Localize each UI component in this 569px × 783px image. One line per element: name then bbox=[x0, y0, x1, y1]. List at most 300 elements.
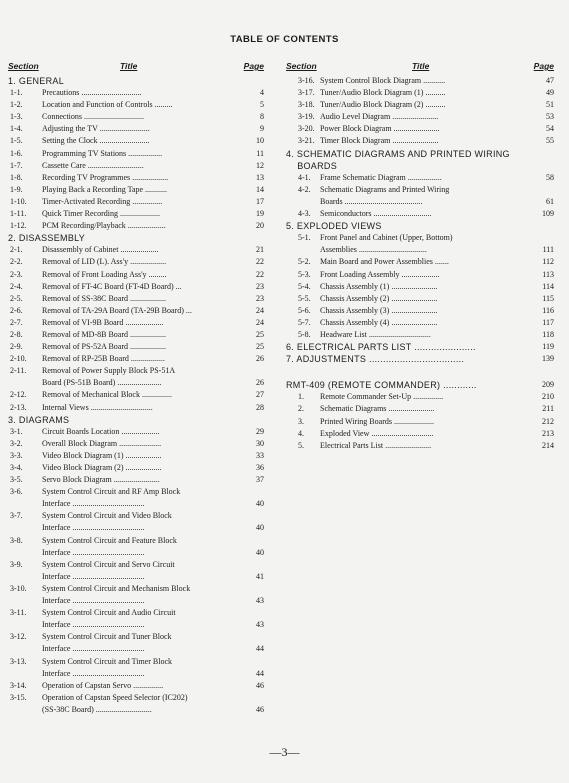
toc-section-heading bbox=[286, 220, 554, 232]
entry-number: 3-7. bbox=[10, 511, 23, 521]
toc-entry bbox=[286, 256, 554, 268]
page-header: Page bbox=[533, 61, 554, 71]
page-ref: 46 bbox=[256, 704, 264, 714]
toc-section-heading bbox=[286, 341, 554, 353]
entry-title: Schematic Diagrams and Printed Wiring bbox=[320, 184, 450, 194]
toc-entry bbox=[8, 353, 268, 365]
toc-entry bbox=[8, 704, 268, 716]
page-ref: 44 bbox=[256, 668, 264, 678]
entry-title: Power Block Diagram ....................... bbox=[320, 124, 440, 134]
toc-entry bbox=[8, 148, 268, 160]
page-ref: 23 bbox=[256, 281, 264, 291]
page-ref: 28 bbox=[256, 402, 264, 412]
title-header: Title bbox=[412, 61, 430, 71]
page-ref: 12 bbox=[256, 160, 264, 170]
toc-entry bbox=[286, 232, 554, 244]
entry-title: Tuner/Audio Block Diagram (1) .......... bbox=[320, 88, 446, 98]
toc-entry bbox=[286, 281, 554, 293]
entry-number: 2-8. bbox=[10, 329, 23, 339]
page-ref: 25 bbox=[256, 329, 264, 339]
toc-entry bbox=[8, 462, 268, 474]
entry-title: Adjusting the TV ......................... bbox=[42, 124, 150, 134]
toc-entry bbox=[286, 293, 554, 305]
page-ref: 139 bbox=[542, 354, 554, 364]
page-ref: 118 bbox=[542, 329, 554, 339]
entry-title: (SS-38C Board) ............................ bbox=[42, 704, 152, 714]
entry-number: 3-2. bbox=[10, 438, 23, 448]
page-ref: 44 bbox=[256, 644, 264, 654]
entry-title: Removal of FT-4C Board (FT-4D Board) ... bbox=[42, 281, 182, 291]
entry-number: 5-7. bbox=[298, 317, 311, 327]
entry-title: System Control Circuit and Tuner Block bbox=[42, 632, 172, 642]
toc-entry bbox=[286, 329, 554, 341]
entry-number: 2-2. bbox=[10, 257, 23, 267]
entry-title: Removal of Front Loading Ass'y ......... bbox=[42, 269, 167, 279]
entry-title: Interface .................................... bbox=[42, 644, 145, 654]
entry-title: Setting the Clock ......................... bbox=[42, 136, 150, 146]
page-ref: 111 bbox=[542, 245, 554, 255]
entry-number: 2-9. bbox=[10, 342, 23, 352]
page-ref: 40 bbox=[256, 499, 264, 509]
toc-entry bbox=[286, 123, 554, 135]
entry-number: 5-3. bbox=[298, 269, 311, 279]
page-ref: 47 bbox=[546, 76, 554, 85]
entry-number: 3-10. bbox=[10, 583, 27, 593]
toc-entry bbox=[8, 341, 268, 353]
page-ref: 22 bbox=[256, 269, 264, 279]
toc-entry bbox=[8, 547, 268, 559]
entry-title: Interface .................................... bbox=[42, 523, 145, 533]
entry-number: 1-8. bbox=[10, 172, 23, 182]
section-title: 1. GENERAL bbox=[8, 76, 65, 86]
toc-section-heading bbox=[286, 160, 554, 172]
page-ref: 109 bbox=[542, 209, 554, 219]
entry-number: 5-5. bbox=[298, 293, 311, 303]
toc-entry bbox=[8, 184, 268, 196]
entry-number: 4. bbox=[298, 428, 304, 438]
entry-title: Interface .................................... bbox=[42, 620, 145, 630]
page-ref: 213 bbox=[542, 428, 554, 438]
toc-left-column bbox=[8, 61, 268, 716]
toc-entry bbox=[8, 643, 268, 655]
toc-entry bbox=[8, 160, 268, 172]
page-ref: 58 bbox=[546, 172, 554, 182]
entry-number: 1-11. bbox=[10, 209, 27, 219]
section-title: 7. ADJUSTMENTS .................................. bbox=[286, 354, 465, 365]
entry-title: Removal of PS-52A Board .................. bbox=[42, 342, 166, 352]
entry-number: 4-1. bbox=[298, 172, 311, 182]
toc-entry bbox=[8, 329, 268, 341]
entry-number: 5-2. bbox=[298, 257, 311, 267]
entry-title: Headware List ............................... bbox=[320, 329, 431, 339]
toc-entry bbox=[8, 656, 268, 668]
page-ref: 116 bbox=[542, 305, 554, 315]
entry-number: 2-13. bbox=[10, 402, 27, 412]
section-header: Section bbox=[286, 61, 317, 71]
section-title: RMT-409 (REMOTE COMMANDER) ............ bbox=[286, 380, 477, 391]
entry-number: 1-6. bbox=[10, 148, 23, 158]
column-header bbox=[286, 61, 554, 73]
entry-number: 3-9. bbox=[10, 559, 23, 569]
entry-number: 2-12. bbox=[10, 390, 27, 400]
toc-entry bbox=[286, 305, 554, 317]
page-ref: 37 bbox=[256, 475, 264, 485]
entry-number: 2-11. bbox=[10, 366, 27, 376]
toc-entry bbox=[286, 269, 554, 281]
toc-section-heading bbox=[286, 148, 554, 160]
toc-entry bbox=[286, 135, 554, 147]
entry-title: Internal Views ............................... bbox=[42, 402, 153, 412]
entry-title: Removal of MD-8B Board .................. bbox=[42, 329, 166, 339]
entry-number: 3-15. bbox=[10, 692, 27, 702]
entry-title: Removal of VI-9B Board ................... bbox=[42, 317, 164, 327]
entry-title: Operation of Capstan Servo ............... bbox=[42, 680, 164, 690]
entry-number: 2. bbox=[298, 404, 304, 414]
entry-number: 1-4. bbox=[10, 124, 23, 134]
toc-entry bbox=[8, 631, 268, 643]
entry-title: Main Board and Power Assemblies ....... bbox=[320, 257, 449, 267]
entry-number: 5-4. bbox=[298, 281, 311, 291]
entry-title: Assemblies .................................. bbox=[320, 245, 427, 255]
entry-title: Programming TV Stations ................. bbox=[42, 148, 163, 158]
entry-title: Removal of TA-29A Board (TA-29B Board) ... bbox=[42, 305, 192, 315]
entry-title: Exploded View ............................... bbox=[320, 428, 434, 438]
page-ref: 19 bbox=[256, 209, 264, 219]
entry-title: Chassis Assembly (4) ....................... bbox=[320, 317, 438, 327]
entry-title: Interface .................................... bbox=[42, 668, 145, 678]
entry-number: 3-16. bbox=[298, 76, 315, 85]
entry-title: Interface .................................... bbox=[42, 547, 145, 557]
entry-number: 1-2. bbox=[10, 100, 23, 110]
entry-title: Removal of LID (L). Ass'y .................. bbox=[42, 257, 167, 267]
entry-number: 3-20. bbox=[298, 124, 315, 134]
entry-number: 3-14. bbox=[10, 680, 27, 690]
entry-title: Circuit Boards Location ................... bbox=[42, 426, 160, 436]
page-ref: 30 bbox=[256, 438, 264, 448]
toc-entry bbox=[286, 196, 554, 208]
entry-title: Servo Block Diagram ....................... bbox=[42, 475, 160, 485]
toc-entry bbox=[286, 391, 554, 403]
entry-number: 3-5. bbox=[10, 475, 23, 485]
entry-number: 3-19. bbox=[298, 112, 315, 122]
toc-entry bbox=[8, 111, 268, 123]
section-title: BOARDS bbox=[286, 160, 338, 171]
toc-entry bbox=[286, 111, 554, 123]
entry-title: Chassis Assembly (2) ....................... bbox=[320, 293, 438, 303]
column-header bbox=[8, 61, 268, 73]
entry-number: 3-13. bbox=[10, 656, 27, 666]
entry-number: 5. bbox=[298, 440, 304, 450]
page-ref: 24 bbox=[256, 317, 264, 327]
toc-entry bbox=[8, 607, 268, 619]
toc-section-heading bbox=[8, 75, 268, 87]
title-header: Title bbox=[120, 61, 138, 71]
entry-title: Cassette Care ............................ bbox=[42, 160, 144, 170]
entry-title: Remote Commander Set-Up ............... bbox=[320, 392, 444, 402]
section-title: 6. ELECTRICAL PARTS LIST ...................... bbox=[286, 342, 476, 353]
entry-number: 3-12. bbox=[10, 632, 27, 642]
toc-entry bbox=[8, 692, 268, 704]
page-ref: 113 bbox=[542, 269, 554, 279]
toc-entry bbox=[286, 317, 554, 329]
toc-entry bbox=[8, 87, 268, 99]
toc-entry bbox=[286, 428, 554, 440]
entry-title: Interface .................................... bbox=[42, 596, 145, 606]
entry-title: Operation of Capstan Speed Selector (IC202) bbox=[42, 692, 188, 702]
entry-title: PCM Recording/Playback ................... bbox=[42, 221, 166, 231]
page-ref: 51 bbox=[546, 100, 554, 110]
toc-entry bbox=[8, 535, 268, 547]
toc-section-heading bbox=[8, 414, 268, 426]
page-ref: 25 bbox=[256, 342, 264, 352]
page-ref: 43 bbox=[256, 620, 264, 630]
page-title: TABLE OF CONTENTS bbox=[230, 34, 339, 45]
entry-title: Removal of SS-38C Board .................. bbox=[42, 293, 166, 303]
page-ref: 10 bbox=[256, 136, 264, 146]
page-ref: 41 bbox=[256, 571, 264, 581]
page-ref: 112 bbox=[542, 257, 554, 267]
page-ref: 117 bbox=[542, 317, 554, 327]
entry-title: Audio Level Diagram ....................... bbox=[320, 112, 439, 122]
entry-number: 1-5. bbox=[10, 136, 23, 146]
page-ref: 22 bbox=[256, 257, 264, 267]
toc-entry bbox=[286, 208, 554, 220]
toc-entry bbox=[286, 184, 554, 196]
toc-entry bbox=[286, 172, 554, 184]
toc-entry bbox=[286, 75, 554, 87]
page-ref: 55 bbox=[546, 136, 554, 146]
page-ref: 27 bbox=[256, 390, 264, 400]
entry-number: 2-7. bbox=[10, 317, 23, 327]
page-ref: 211 bbox=[542, 404, 554, 414]
entry-title: Boards ....................................... bbox=[320, 196, 423, 206]
toc-entry bbox=[8, 668, 268, 680]
entry-title: Front Loading Assembly ................... bbox=[320, 269, 440, 279]
entry-number: 5-6. bbox=[298, 305, 311, 315]
entry-number: 4-3. bbox=[298, 209, 311, 219]
entry-title: Removal of Power Supply Block PS-51A bbox=[42, 366, 176, 376]
page-ref: 33 bbox=[256, 450, 264, 460]
section-title: 3. DIAGRAMS bbox=[8, 414, 70, 425]
entry-title: Removal of Mechanical Block ............... bbox=[42, 390, 172, 400]
entry-number: 3-3. bbox=[10, 450, 23, 460]
entry-title: Timer Block Diagram ....................... bbox=[320, 136, 439, 146]
toc-entry bbox=[286, 416, 554, 428]
page-header: Page bbox=[243, 61, 264, 71]
toc-entry bbox=[8, 172, 268, 184]
toc-entry bbox=[8, 377, 268, 389]
toc-entry bbox=[8, 293, 268, 305]
page-ref: 14 bbox=[256, 184, 264, 194]
toc-entry bbox=[8, 680, 268, 692]
toc-entry bbox=[8, 498, 268, 510]
page-ref: 53 bbox=[546, 112, 554, 122]
entry-number: 2-1. bbox=[10, 245, 23, 255]
page-ref: 9 bbox=[260, 124, 264, 134]
toc-entry bbox=[286, 87, 554, 99]
entry-title: Overall Block Diagram ..................... bbox=[42, 438, 162, 448]
entry-title: Location and Function of Controls ......... bbox=[42, 100, 173, 110]
entry-number: 1-7. bbox=[10, 160, 23, 170]
toc-entry bbox=[8, 522, 268, 534]
page-ref: 115 bbox=[542, 293, 554, 303]
page-ref: 26 bbox=[256, 378, 264, 388]
page-ref: 119 bbox=[542, 342, 554, 352]
page-ref: 43 bbox=[256, 596, 264, 606]
entry-number: 5-8. bbox=[298, 329, 311, 339]
entry-title: Semiconductors ............................. bbox=[320, 209, 432, 219]
toc-entry bbox=[8, 474, 268, 486]
section-title: 5. EXPLODED VIEWS bbox=[286, 221, 382, 232]
entry-number: 2-4. bbox=[10, 281, 23, 291]
toc-entry bbox=[8, 559, 268, 571]
toc-entry bbox=[286, 244, 554, 256]
entry-title: Schematic Diagrams ....................... bbox=[320, 404, 435, 414]
entry-title: Playing Back a Recording Tape ........... bbox=[42, 184, 168, 194]
entry-title: Chassis Assembly (1) ....................... bbox=[320, 281, 438, 291]
page-ref: 214 bbox=[542, 440, 554, 450]
toc-entry bbox=[8, 571, 268, 583]
toc-entry bbox=[8, 486, 268, 498]
entry-number: 2-3. bbox=[10, 269, 23, 279]
toc-entry bbox=[8, 426, 268, 438]
entry-number: 3-6. bbox=[10, 487, 23, 497]
toc-entry bbox=[8, 135, 268, 147]
entry-number: 3-11. bbox=[10, 608, 27, 618]
page-ref: 61 bbox=[546, 196, 554, 206]
entry-number: 3-1. bbox=[10, 426, 23, 436]
page-ref: 23 bbox=[256, 293, 264, 303]
toc-entry bbox=[8, 281, 268, 293]
entry-title: Timer-Activated Recording ............... bbox=[42, 196, 163, 206]
entry-title: Front Panel and Cabinet (Upper, Bottom) bbox=[320, 233, 453, 243]
entry-number: 1. bbox=[298, 392, 304, 402]
toc-section-heading bbox=[8, 232, 268, 244]
entry-number: 3-18. bbox=[298, 100, 315, 110]
toc-entry bbox=[8, 619, 268, 631]
toc-entry bbox=[8, 305, 268, 317]
toc-entry bbox=[8, 595, 268, 607]
toc-entry bbox=[8, 256, 268, 268]
entry-number: 1-9. bbox=[10, 184, 23, 194]
entry-title: System Control Circuit and Feature Block bbox=[42, 535, 177, 545]
entry-title: System Control Circuit and Audio Circuit bbox=[42, 608, 176, 618]
toc-entry bbox=[8, 220, 268, 232]
entry-number: 3. bbox=[298, 416, 304, 426]
page-ref: 4 bbox=[260, 88, 264, 98]
toc-section-heading bbox=[286, 353, 554, 365]
page-ref: 114 bbox=[542, 281, 554, 291]
entry-title: Electrical Parts List ....................... bbox=[320, 440, 432, 450]
page-number: —3— bbox=[269, 745, 300, 759]
page-ref: 17 bbox=[256, 196, 264, 206]
page-ref: 8 bbox=[260, 112, 264, 122]
entry-title: Video Block Diagram (1) .................. bbox=[42, 450, 162, 460]
entry-number: 1-12. bbox=[10, 221, 27, 231]
entry-title: Removal of RP-25B Board ................. bbox=[42, 354, 165, 364]
toc-entry bbox=[8, 510, 268, 522]
toc-entry bbox=[8, 402, 268, 414]
page-ref: 24 bbox=[256, 305, 264, 315]
entry-title: Disassembly of Cabinet ................... bbox=[42, 245, 159, 255]
toc-entry bbox=[8, 389, 268, 401]
entry-title: Chassis Assembly (3) ....................... bbox=[320, 305, 438, 315]
entry-number: 3-4. bbox=[10, 463, 23, 472]
page-ref: 40 bbox=[256, 523, 264, 533]
entry-title: System Control Block Diagram ........... bbox=[320, 76, 446, 85]
entry-title: System Control Circuit and Mechanism Block bbox=[42, 583, 191, 593]
entry-number: 1-10. bbox=[10, 196, 27, 206]
entry-number: 3-17. bbox=[298, 88, 315, 98]
page-ref: 20 bbox=[256, 221, 264, 231]
page-ref: 13 bbox=[256, 172, 264, 182]
toc-entry bbox=[8, 269, 268, 281]
entry-number: 1-3. bbox=[10, 112, 23, 122]
page-ref: 29 bbox=[256, 426, 264, 436]
entry-number: 1-1. bbox=[10, 88, 23, 98]
page-ref: 36 bbox=[256, 463, 264, 472]
entry-title: System Control Circuit and RF Amp Block bbox=[42, 487, 181, 497]
toc-entry bbox=[8, 317, 268, 329]
page-ref: 5 bbox=[260, 100, 264, 110]
entry-title: Interface .................................... bbox=[42, 571, 145, 581]
page-ref: 212 bbox=[542, 416, 554, 426]
toc-entry bbox=[8, 123, 268, 135]
toc-entry bbox=[8, 196, 268, 208]
page-ref: 49 bbox=[546, 88, 554, 98]
toc-section-heading bbox=[286, 379, 554, 391]
page-ref: 26 bbox=[256, 354, 264, 364]
toc-right-column bbox=[286, 61, 554, 452]
page-ref: 54 bbox=[546, 124, 554, 134]
entry-title: Tuner/Audio Block Diagram (2) .......... bbox=[320, 100, 446, 110]
entry-title: Interface .................................... bbox=[42, 499, 145, 509]
section-header: Section bbox=[8, 61, 39, 71]
toc-entry bbox=[8, 244, 268, 256]
entry-title: Connections .............................. bbox=[42, 112, 144, 122]
page-ref: 46 bbox=[256, 680, 264, 690]
entry-title: System Control Circuit and Timer Block bbox=[42, 656, 173, 666]
entry-number: 2-10. bbox=[10, 354, 27, 364]
entry-title: Board (PS-51B Board) ...................... bbox=[42, 378, 162, 388]
toc-entry bbox=[8, 583, 268, 595]
section-title: 4. SCHEMATIC DIAGRAMS AND PRINTED WIRING bbox=[286, 148, 510, 159]
section-title: 2. DISASSEMBLY bbox=[8, 233, 86, 244]
toc-entry bbox=[8, 99, 268, 111]
toc-entry bbox=[8, 450, 268, 462]
entry-number: 4-2. bbox=[298, 184, 311, 194]
page-ref: 21 bbox=[256, 245, 264, 255]
page-ref: 210 bbox=[542, 392, 554, 402]
page-ref: 40 bbox=[256, 547, 264, 557]
entry-title: Precautions .............................. bbox=[42, 88, 142, 98]
entry-number: 2-6. bbox=[10, 305, 23, 315]
toc-entry bbox=[8, 438, 268, 450]
page-ref: 11 bbox=[256, 148, 264, 158]
entry-title: Frame Schematic Diagram ................. bbox=[320, 172, 442, 182]
entry-title: Printed Wiring Boards .................... bbox=[320, 416, 434, 426]
toc-entry bbox=[286, 99, 554, 111]
toc-entry bbox=[286, 440, 554, 452]
entry-number: 3-21. bbox=[298, 136, 315, 146]
toc-entry bbox=[286, 403, 554, 415]
toc-entry bbox=[8, 365, 268, 377]
entry-title: Recording TV Programmes .................. bbox=[42, 172, 169, 182]
page-ref: 209 bbox=[542, 380, 554, 390]
entry-title: Quick Timer Recording .................... bbox=[42, 209, 160, 219]
entry-title: System Control Circuit and Video Block bbox=[42, 511, 172, 521]
spacer bbox=[286, 365, 554, 379]
